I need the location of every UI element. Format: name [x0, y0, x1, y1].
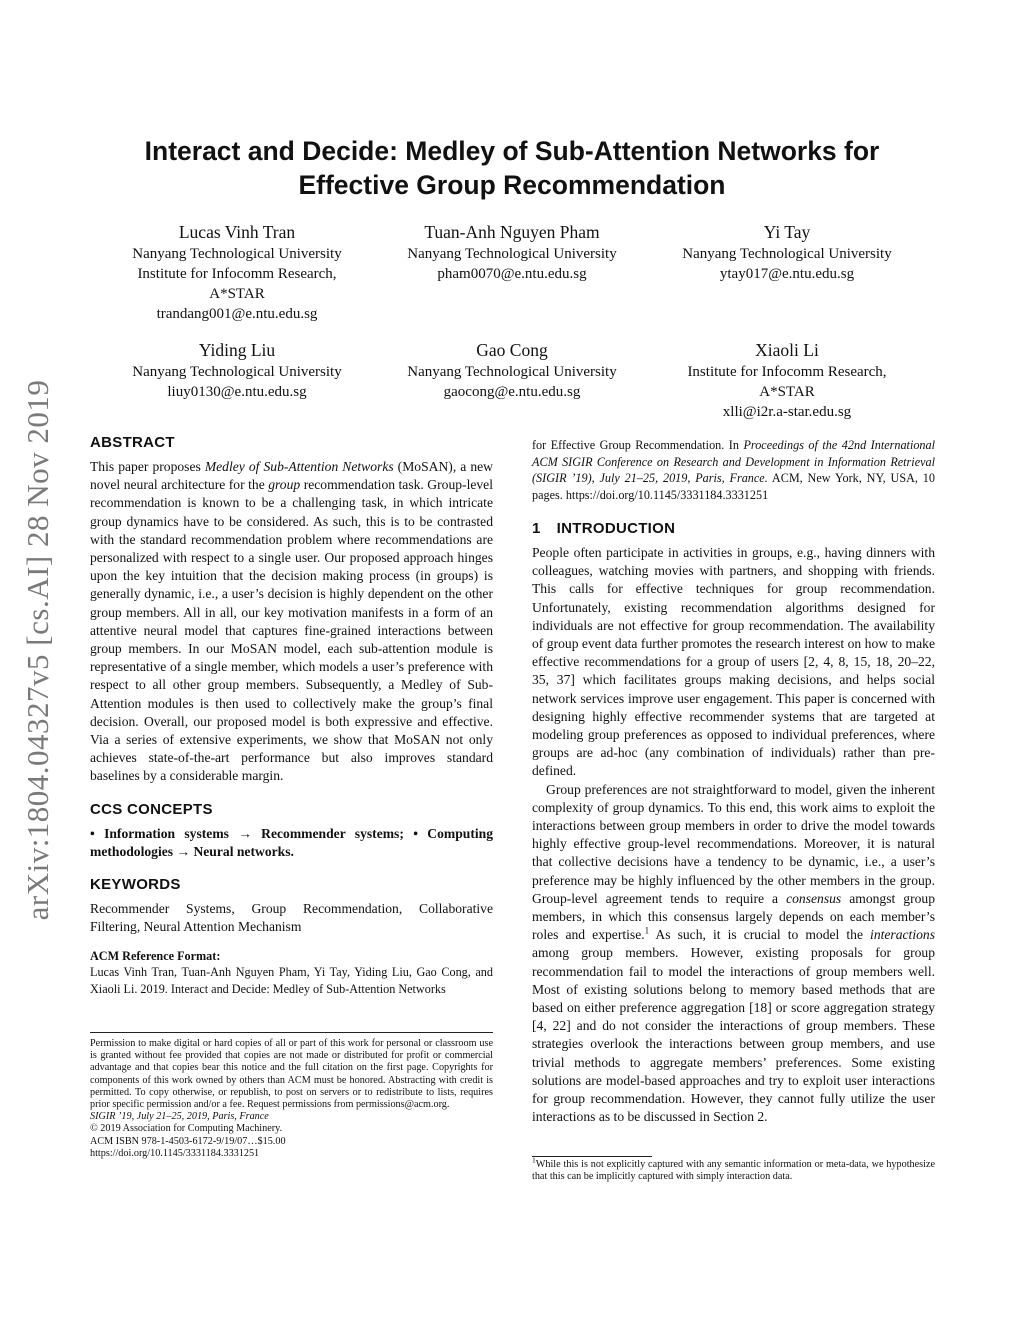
- author-block: [387, 338, 637, 402]
- permission-text: Permission to make digital or hard copies of all or part of this work for personal or classroom use is granted without fee provided that copies are not made or distributed for profit or commercial advantage and that copies bear this notice and the full citation on the first page. Copyrights for components of this work owned by others than ACM must be honored. Abstracting with credit is permitted. To copy otherwise, or republish, to post on servers or to redistribute to lists, requires prior specific permission and/or a fee. Request permissions from permissions@acm.org.: [90, 1038, 493, 1111]
- author-block: [112, 338, 362, 402]
- author-affiliation: A*STAR: [759, 384, 815, 400]
- isbn-line: ACM ISBN 978-1-4503-6172-9/19/07…$15.00: [90, 1135, 286, 1147]
- intro-emphasis: consensus: [786, 890, 842, 906]
- author-email: trandang001@e.ntu.edu.sg: [156, 306, 318, 322]
- keywords-text: Recommender Systems, Group Recommendation, Collaborative Filtering, Neural Attention Mechanism: [90, 901, 493, 935]
- intro-text-part: Group preferences are not straightforward to model, given the inherent complexity of group dynamics. To this end, this work aims to exploit the interactions between group members in order to drive the model towards highly effective group-level recommendations. Moreover, it is natural that collective decisions have a tendency to be dynamic, i.e., a user’s preference may be highly influenced by the other members in the group. Group-level agreement tends to require a: [532, 781, 935, 906]
- footnote-divider: [532, 1156, 652, 1157]
- acm-reference-text: ACM, New York, NY, USA, 10 pages. https://doi.org/10.1145/3331184.3331251: [532, 471, 935, 502]
- author-block: [662, 338, 912, 422]
- section-number: 1: [532, 520, 541, 537]
- footnote-divider: [90, 1032, 493, 1033]
- abstract-text-part: recommendation task. Group-level recommendation is known to be a challenging task, in which intricate group dynamics have to be considered. As such, this is to be contrasted with the standard recommendation problem where recommendations are personalized with respect to a single user. Our proposed approach hinges upon the key intuition that the decision making process (in groups) is generally dynamic, i.e., a user’s decision is highly dependent on the other group members. All in all, our key motivation manifests in a form of an attentive neural model that captures fine-grained interactions between group members. In our MoSAN model, each sub-attention module is representative of a single member, which models a user’s preference with respect to all other group members. Subsequently, a Medley of Sub-Attention modules is then used to collectively make the group’s final decision. Overall, our proposed model is both expressive and effective. Via a series of extensive experiments, we show that MoSAN not only achieves state-of-the-art performance but also improves standard baselines by a considerable margin.: [90, 477, 493, 784]
- intro-text-part: As such, it is crucial to model the: [649, 927, 871, 943]
- acm-reference-text: Lucas Vinh Tran, Tuan-Anh Nguyen Pham, Yi Tay, Yiding Liu, Gao Cong, and Xiaoli Li. 2019. Interact and Decide: Medley of Sub-Attention Networks: [90, 965, 493, 996]
- permission-block: [90, 1038, 493, 1160]
- intro-paragraph-1: People often participate in activities in groups, e.g., having dinners with colleagues, watching movies with partners, and shopping with friends. This calls for effective techniques for group recommendation. Unfortunately, existing recommendation algorithms designed for individuals are not effective for group recommendation. The availability of group event data further promotes the research interest on how to make effective recommendations for a group of users [2, 4, 8, 15, 18, 20–22, 35, 37] which facilitates groups making decisions, and helps social network services improve user engagement. This paper is concerned with designing highly effective recommender systems that are targeted at modeling group preferences as opposed to individual preferences, where groups are ad-hoc (any combination of individuals) rather than pre-defined.: [532, 545, 935, 779]
- intro-text-part: among group members. However, existing proposals for group recommendation fail to model the interactions of group members well. Most of existing solutions belong to memory based methods that are based on either preference aggregation [18] or score aggregation strategy [4, 22] and do not consider the interactions of group members. These strategies overlook the interactions between group members, and use trivial methods to aggregate members’ preferences. Some existing solutions are model-based approaches and try to exploit user interactions for group recommendation. However, they cannot fully utilize the user interactions as to be discussed in Section 2.: [532, 945, 935, 1125]
- author-block: [112, 220, 362, 324]
- copyright-line: © 2019 Association for Computing Machinery.: [90, 1123, 283, 1135]
- intro-text-part: amongst group members, in which this consensus largely depends on each member’s roles and expertise.: [532, 890, 935, 943]
- section-title: INTRODUCTION: [556, 520, 676, 537]
- keywords-heading: KEYWORDS: [90, 876, 181, 894]
- introduction-section: [532, 519, 935, 1127]
- author-email: liuy0130@e.ntu.edu.sg: [167, 384, 307, 400]
- abstract-text-part: This paper proposes: [90, 459, 205, 474]
- abstract-heading: ABSTRACT: [90, 434, 175, 451]
- doi-line: https://doi.org/10.1145/3331184.3331251: [90, 1147, 260, 1159]
- author-name: Yiding Liu: [198, 340, 276, 360]
- acm-reference-text: for Effective Group Recommendation. In: [532, 438, 744, 452]
- acm-reference-continuation: [532, 437, 935, 503]
- intro-paragraph-2: [532, 781, 935, 1127]
- author-affiliation: Institute for Infocomm Research,: [137, 266, 337, 282]
- title-line-1: Interact and Decide: Medley of Sub-Attention Networks for: [144, 136, 880, 166]
- author-affiliation: Nanyang Technological University: [132, 246, 342, 262]
- author-block: [662, 220, 912, 284]
- ccs-heading: CCS CONCEPTS: [90, 800, 213, 818]
- author-affiliation: Nanyang Technological University: [132, 364, 342, 380]
- footnote: [532, 1155, 935, 1183]
- acm-reference-venue: Proceedings of the 42nd International ACM SIGIR Conference on Research and Development in Information Retrieval (SIGIR ’19), July 21–25, 2019, Paris, France.: [532, 438, 935, 485]
- abstract-emphasis: group: [268, 477, 301, 493]
- title-line-2: Effective Group Recommendation: [298, 170, 726, 200]
- footnote-number: 1: [532, 1155, 536, 1165]
- author-affiliation: Nanyang Technological University: [682, 246, 892, 262]
- author-affiliation: Nanyang Technological University: [407, 246, 617, 262]
- ccs-text: • Information systems → Recommender systems; • Computing methodologies → Neural networks.: [90, 825, 493, 859]
- introduction-heading: [532, 519, 935, 539]
- arxiv-identifier: arXiv:1804.04327v5 [cs.AI] 28 Nov 2019: [20, 379, 55, 921]
- author-affiliation: A*STAR: [209, 286, 265, 302]
- author-block: [387, 220, 637, 284]
- abstract-text: [90, 458, 493, 786]
- author-affiliation: Nanyang Technological University: [407, 364, 617, 380]
- acm-reference-heading: ACM Reference Format:: [90, 949, 221, 964]
- author-name: Tuan-Anh Nguyen Pham: [424, 222, 600, 242]
- author-name: Yi Tay: [763, 222, 811, 242]
- left-column: [90, 433, 493, 997]
- abstract-text-part: (MoSAN), a new novel neural architecture for the: [90, 459, 493, 493]
- author-email: pham0070@e.ntu.edu.sg: [437, 266, 587, 282]
- author-email: gaocong@e.ntu.edu.sg: [443, 384, 581, 400]
- footnote-marker: 1: [644, 925, 650, 936]
- author-name: Gao Cong: [476, 340, 548, 360]
- footnote-text: While this is not explicitly captured with any semantic information or meta-data, we hypothesize that this can be implicitly captured with simply interaction data.: [532, 1159, 935, 1183]
- intro-emphasis: interactions: [870, 927, 935, 943]
- author-email: ytay017@e.ntu.edu.sg: [719, 266, 855, 282]
- author-name: Xiaoli Li: [755, 340, 819, 360]
- author-affiliation: Institute for Infocomm Research,: [687, 364, 887, 380]
- author-name: Lucas Vinh Tran: [178, 222, 296, 242]
- author-email: xlli@i2r.a-star.edu.sg: [722, 404, 852, 420]
- conference-line: SIGIR ’19, July 21–25, 2019, Paris, France: [90, 1111, 269, 1123]
- paper-title: [100, 134, 924, 202]
- abstract-model-name: Medley of Sub-Attention Networks: [204, 459, 394, 474]
